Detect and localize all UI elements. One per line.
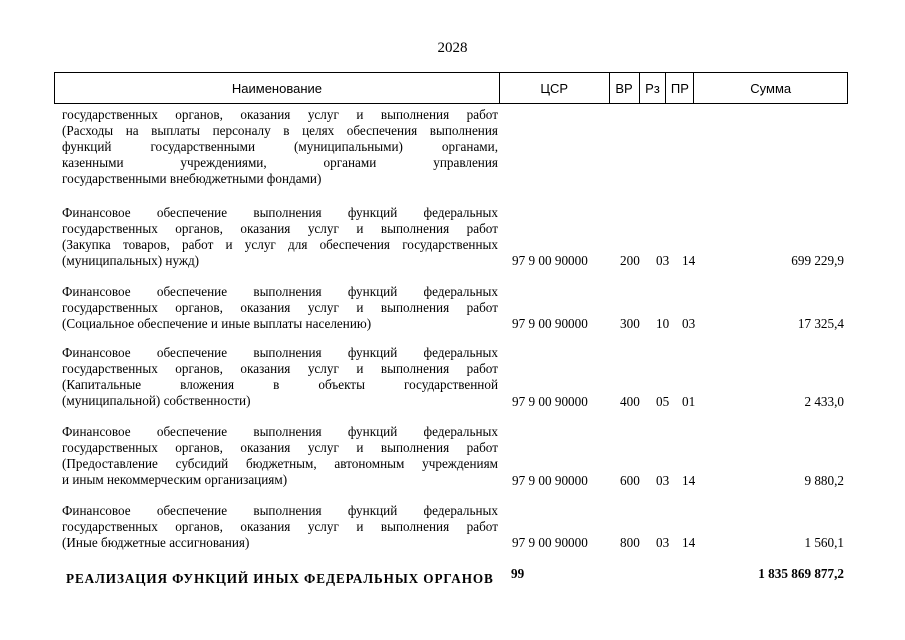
- row-name-line: функций государственными (муниципальными) органами,: [62, 139, 498, 154]
- total-sum: 1 835 869 877,2: [758, 566, 844, 581]
- row-name-line: Финансовое обеспечение выполнения функций федеральных: [62, 284, 498, 299]
- header-vr: ВР: [610, 73, 640, 103]
- row-name-line: государственных органов, оказания услуг и выполнения работ: [62, 361, 498, 376]
- row-csr: 97 9 00 90000: [512, 473, 588, 488]
- row-vr: 600: [620, 473, 640, 488]
- row-vr: 300: [620, 316, 640, 331]
- row-csr: 97 9 00 90000: [512, 316, 588, 331]
- row-pr: 14: [682, 253, 696, 268]
- row-name-line: государственными внебюджетными фондами): [62, 171, 322, 186]
- row-pr: 14: [682, 473, 696, 488]
- row-pr: 03: [682, 316, 696, 331]
- row-vr: 400: [620, 394, 640, 409]
- row-name-line: государственных органов, оказания услуг и выполнения работ: [62, 221, 498, 236]
- header-name: Наименование: [55, 73, 500, 103]
- row-name: [62, 503, 498, 551]
- header-rz: Рз: [640, 73, 667, 103]
- row-name: [62, 345, 498, 409]
- row-name-line: (муниципальных) нужд): [62, 253, 200, 268]
- row-name-line: государственных органов, оказания услуг и выполнения работ: [62, 300, 498, 315]
- row-name-line: (муниципальной) собственности): [62, 393, 251, 408]
- row-csr: 97 9 00 90000: [512, 535, 588, 550]
- row-name: [62, 107, 498, 187]
- row-pr: 14: [682, 535, 696, 550]
- row-name-line: (Иные бюджетные ассигнования): [62, 535, 250, 550]
- row-sum: 699 229,9: [791, 253, 844, 268]
- row-sum: 17 325,4: [797, 316, 844, 331]
- row-rz: 03: [656, 473, 670, 488]
- row-name-line: и иным некоммерческим организациям): [62, 472, 288, 487]
- row-name-line: (Социальное обеспечение и иные выплаты населению): [62, 316, 372, 331]
- row-sum: 9 880,2: [804, 473, 844, 488]
- row-sum: 1 560,1: [804, 535, 844, 550]
- row-name: [62, 284, 498, 332]
- row-sum: 2 433,0: [804, 394, 844, 409]
- row-name-line: Финансовое обеспечение выполнения функций федеральных: [62, 205, 498, 220]
- row-name-line: Финансовое обеспечение выполнения функций федеральных: [62, 424, 498, 439]
- row-name: [62, 424, 498, 488]
- row-rz: 03: [656, 535, 670, 550]
- header-pr: ПР: [666, 73, 694, 103]
- header-csr: ЦСР: [500, 73, 610, 103]
- row-name-line: государственных органов, оказания услуг и выполнения работ: [62, 107, 498, 122]
- row-rz: 10: [656, 316, 670, 331]
- row-vr: 800: [620, 535, 640, 550]
- row-rz: 05: [656, 394, 670, 409]
- row-rz: 03: [656, 253, 670, 268]
- header-sum: Сумма: [750, 80, 792, 96]
- total-code: 99: [511, 566, 525, 581]
- row-name: [62, 205, 498, 269]
- row-name-line: (Расходы на выплаты персоналу в целях обеспечения выполнения: [62, 123, 498, 138]
- total-name: РЕАЛИЗАЦИЯ ФУНКЦИЙ ИНЫХ ФЕДЕРАЛЬНЫХ ОРГАНОВ: [66, 571, 494, 586]
- row-csr: 97 9 00 90000: [512, 253, 588, 268]
- row-name-line: государственных органов, оказания услуг и выполнения работ: [62, 440, 498, 455]
- row-name-line: (Капитальные вложения в объекты государственной: [62, 377, 498, 392]
- row-csr: 97 9 00 90000: [512, 394, 588, 409]
- row-name-line: Финансовое обеспечение выполнения функций федеральных: [62, 345, 498, 360]
- row-name-line: государственных органов, оказания услуг и выполнения работ: [62, 519, 498, 534]
- row-name-line: (Закупка товаров, работ и услуг для обеспечения государственных: [62, 237, 498, 252]
- row-name-line: казенными учреждениями, органами управления: [62, 155, 498, 170]
- row-name-line: Финансовое обеспечение выполнения функций федеральных: [62, 503, 498, 518]
- row-vr: 200: [620, 253, 640, 268]
- row-name-line: (Предоставление субсидий бюджетным, автономным учреждениям: [62, 456, 498, 471]
- page-number: 2028: [437, 40, 468, 56]
- row-pr: 01: [682, 394, 696, 409]
